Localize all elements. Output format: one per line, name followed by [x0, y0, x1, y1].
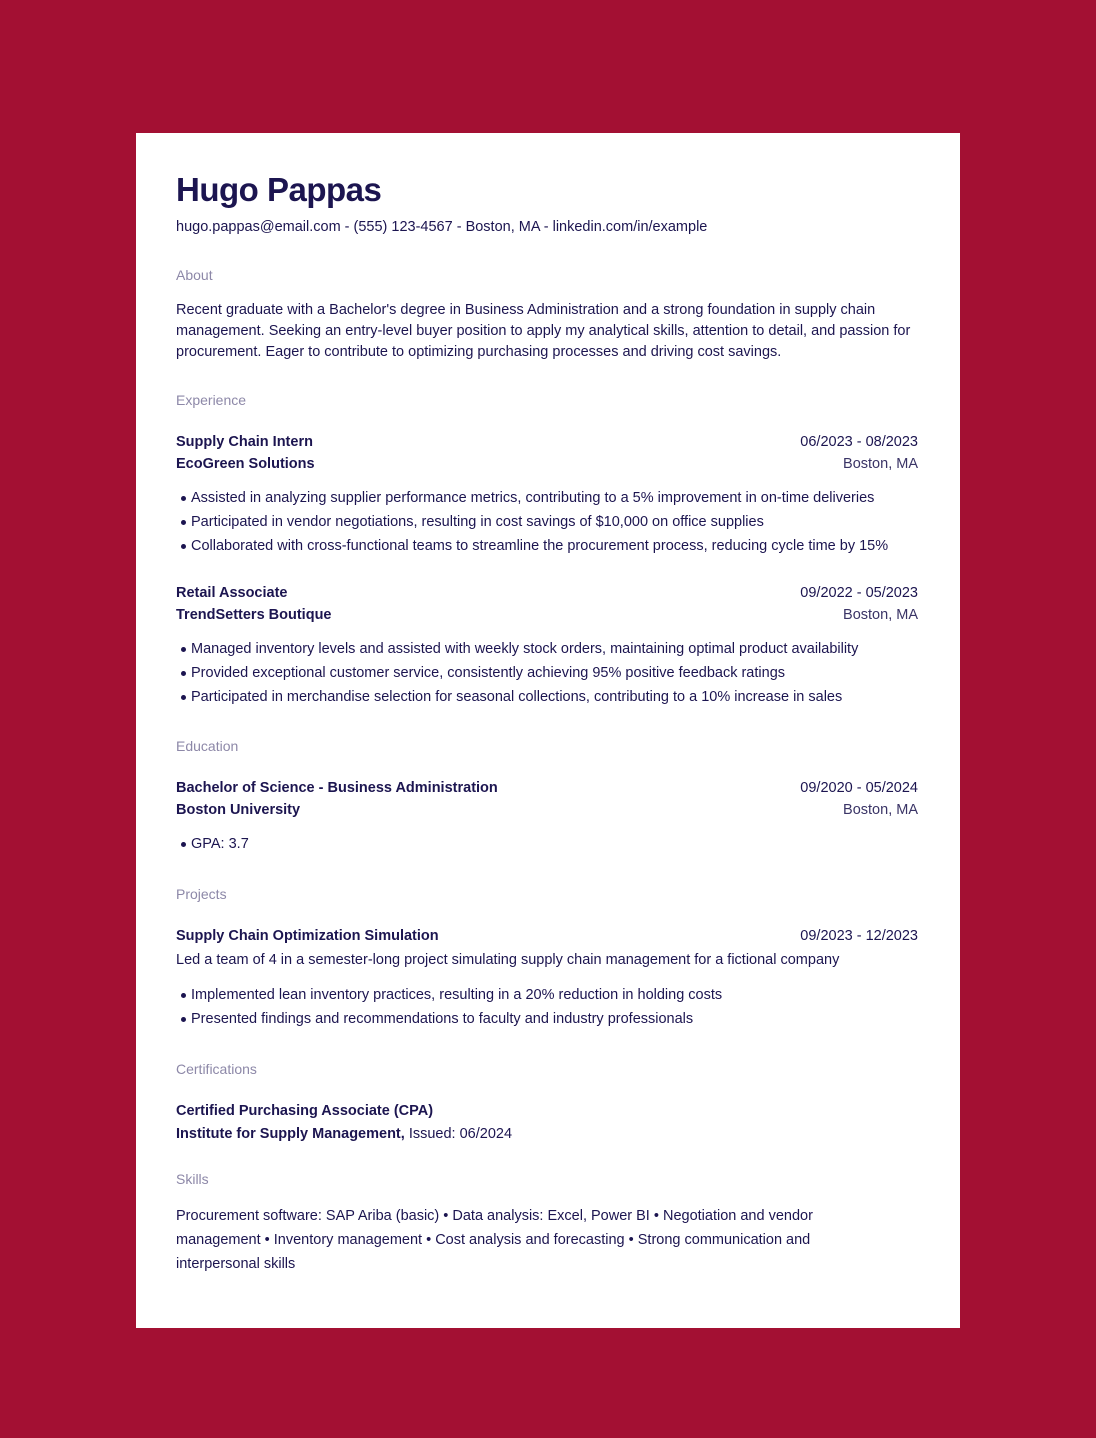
- experience-bullets: [176, 637, 918, 709]
- bullet-item: Collaborated with cross-functional teams to streamline the procurement process, reducing cycle time by 15%: [191, 534, 918, 558]
- resume-page: [136, 133, 960, 1328]
- section-title-skills: Skills: [176, 1171, 209, 1187]
- certification-issuer: Institute for Supply Management,: [176, 1126, 405, 1142]
- bullet-item: Assisted in analyzing supplier performance metrics, contributing to a 5% improvement in on-time deliveries: [191, 486, 918, 510]
- section-title-projects: Projects: [176, 886, 227, 902]
- section-title-education: Education: [176, 738, 239, 754]
- experience-company: EcoGreen Solutions: [176, 456, 315, 472]
- candidate-name: Hugo Pappas: [176, 171, 382, 208]
- section-title-certifications: Certifications: [176, 1061, 257, 1077]
- experience-company: TrendSetters Boutique: [176, 607, 332, 623]
- experience-bullets: [176, 486, 918, 558]
- experience-role: Supply Chain Intern: [176, 434, 313, 450]
- bullet-item: GPA: 3.7: [191, 832, 918, 856]
- education-entry: [176, 777, 918, 856]
- project-entry: [176, 925, 918, 1031]
- about-text: Recent graduate with a Bachelor's degree in Business Administration and a strong foundation in supply chain management. Seeking an entry-level buyer position to apply my analytical skills, attention to detail, and passion for procurement. Eager to contribute to optimizing purchasing processes and driving cost savings.: [176, 302, 911, 360]
- project-dates: 09/2023 - 12/2023: [800, 928, 918, 944]
- bullet-item: Participated in merchandise selection for seasonal collections, contributing to a 10% increase in sales: [191, 685, 918, 709]
- education-dates: 09/2020 - 05/2024: [800, 780, 918, 796]
- project-description: Led a team of 4 in a semester-long project simulating supply chain management for a fictional company: [176, 952, 840, 968]
- skills-text: Procurement software: SAP Ariba (basic) • Data analysis: Excel, Power BI • Negotiation and vendor management • Inventory management • Cost analysis and forecasting • Strong communication and interpersonal skills: [176, 1208, 813, 1272]
- education-school: Boston University: [176, 802, 301, 818]
- bullet-item: Presented findings and recommendations to faculty and industry professionals: [191, 1007, 918, 1031]
- education-degree: Bachelor of Science - Business Administration: [176, 780, 498, 796]
- certification-issued: Issued: 06/2024: [408, 1126, 513, 1142]
- bullet-item: Implemented lean inventory practices, resulting in a 20% reduction in holding costs: [191, 983, 918, 1007]
- education-bullets: [176, 832, 918, 856]
- project-name: Supply Chain Optimization Simulation: [176, 928, 439, 944]
- experience-location: Boston, MA: [843, 607, 918, 623]
- bullet-item: Managed inventory levels and assisted with weekly stock orders, maintaining optimal product availability: [191, 637, 918, 661]
- experience-entry: [176, 431, 918, 558]
- bullet-item: Participated in vendor negotiations, resulting in cost savings of $10,000 on office supplies: [191, 510, 918, 534]
- education-location: Boston, MA: [843, 802, 918, 818]
- experience-dates: 09/2022 - 05/2023: [800, 585, 918, 601]
- section-title-about: About: [176, 267, 213, 283]
- experience-role: Retail Associate: [176, 585, 288, 601]
- contact-line: hugo.pappas@email.com - (555) 123-4567 - Boston, MA - linkedin.com/in/example: [176, 219, 708, 235]
- experience-location: Boston, MA: [843, 456, 918, 472]
- certification-entry: [176, 1100, 918, 1146]
- experience-entry: [176, 582, 918, 709]
- certification-name: Certified Purchasing Associate (CPA): [176, 1103, 434, 1119]
- section-title-experience: Experience: [176, 392, 247, 408]
- experience-dates: 06/2023 - 08/2023: [800, 434, 918, 450]
- bullet-item: Provided exceptional customer service, consistently achieving 95% positive feedback ratings: [191, 661, 918, 685]
- project-bullets: [176, 983, 918, 1031]
